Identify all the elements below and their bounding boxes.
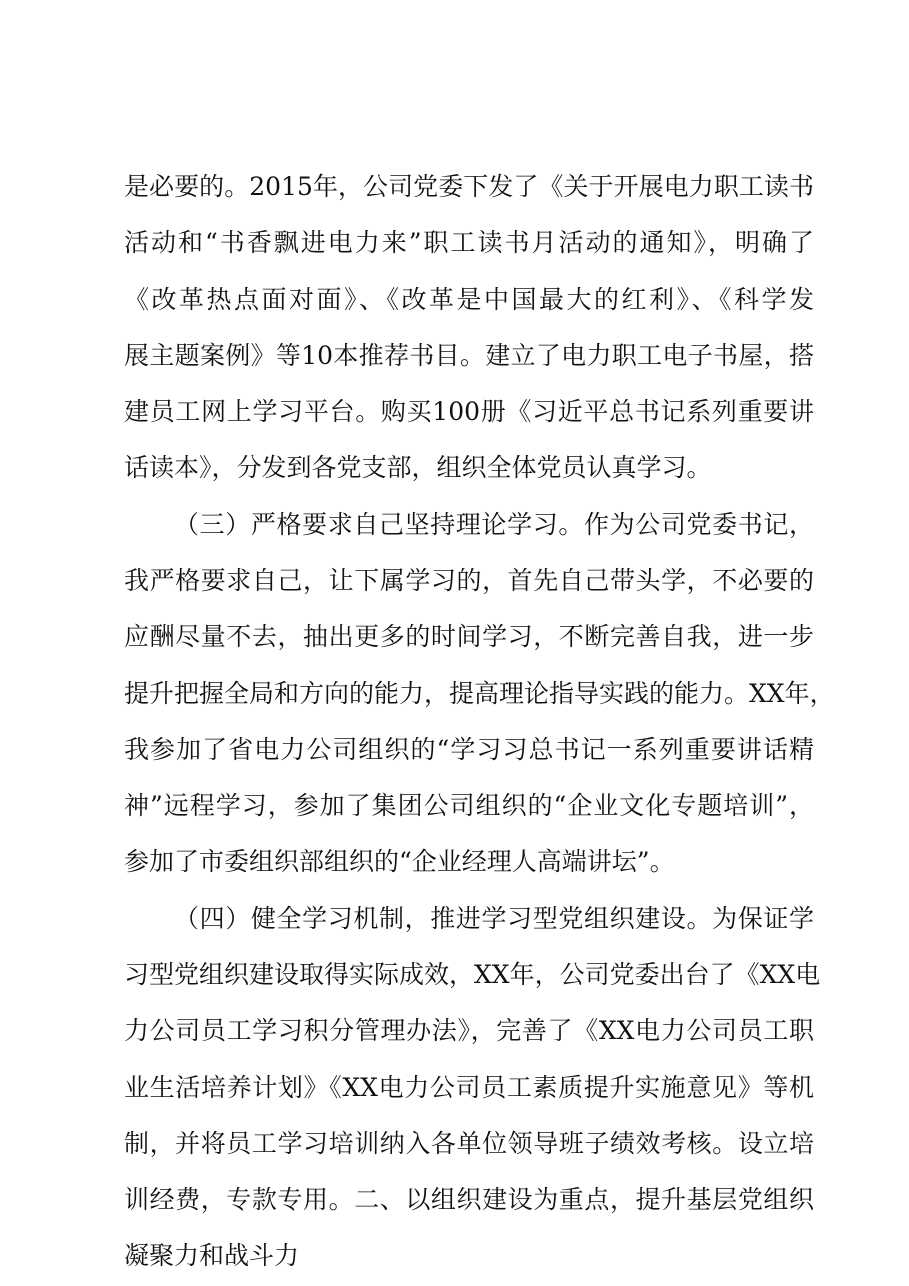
text-line: 应酬尽量不去，抽出更多的时间学习，不断完善自我，进一步 [124,622,814,651]
text-line: 提升把握全局和方向的能力，提高理论指导实践的能力。XX年， [124,679,835,708]
text-line: 《改革热点面对面》、《改革是中国最大的红利》、《科学发 [124,285,814,314]
text-line: 话读本》，分发到各党支部，组织全体党员认真学习。 [124,453,712,482]
text-line: 训经费，专款专用。二、以组织建设为重点，提升基层党组织 [124,1185,814,1214]
text-line: 神”远程学习，参加了集团公司组织的“企业文化专题培训”， [124,791,814,820]
text-line: 力公司员工学习积分管理办法》，完善了《XX电力公司员工职 [124,1016,814,1045]
paragraph-heading-4: （四）健全学习机制，推进学习型党组织建设。为保证学 [174,904,814,933]
text-line: 我严格要求自己，让下属学习的，首先自己带头学，不必要的 [124,566,814,595]
text-line: 我参加了省电力公司组织的“学习习总书记一系列重要讲话精 [124,735,814,764]
text-line: 业生活培养计划》《XX电力公司员工素质提升实施意见》等机 [124,1073,814,1102]
paragraph-heading-3: （三）严格要求自己坚持理论学习。作为公司党委书记， [174,510,814,539]
text-line: 是必要的。2015年，公司党委下发了《关于开展电力职工读书 [124,172,814,201]
text-line: 建员工网上学习平台。购买100册《习近平总书记系列重要讲 [124,397,814,426]
text-line: 活动和“书香飘进电力来”职工读书月活动的通知》，明确了 [124,228,814,257]
text-line: 凝聚力和战斗力 [124,1241,300,1270]
text-line: 制，并将员工学习培训纳入各单位领导班子绩效考核。设立培 [124,1129,814,1158]
text-line: 习型党组织建设取得实际成效，XX年，公司党委出台了《XX电 [124,960,821,989]
text-line: 展主题案例》等10本推荐书目。建立了电力职工电子书屋，搭 [124,341,814,370]
text-line: 参加了市委组织部组织的“企业经理人高端讲坛”。 [124,847,675,876]
